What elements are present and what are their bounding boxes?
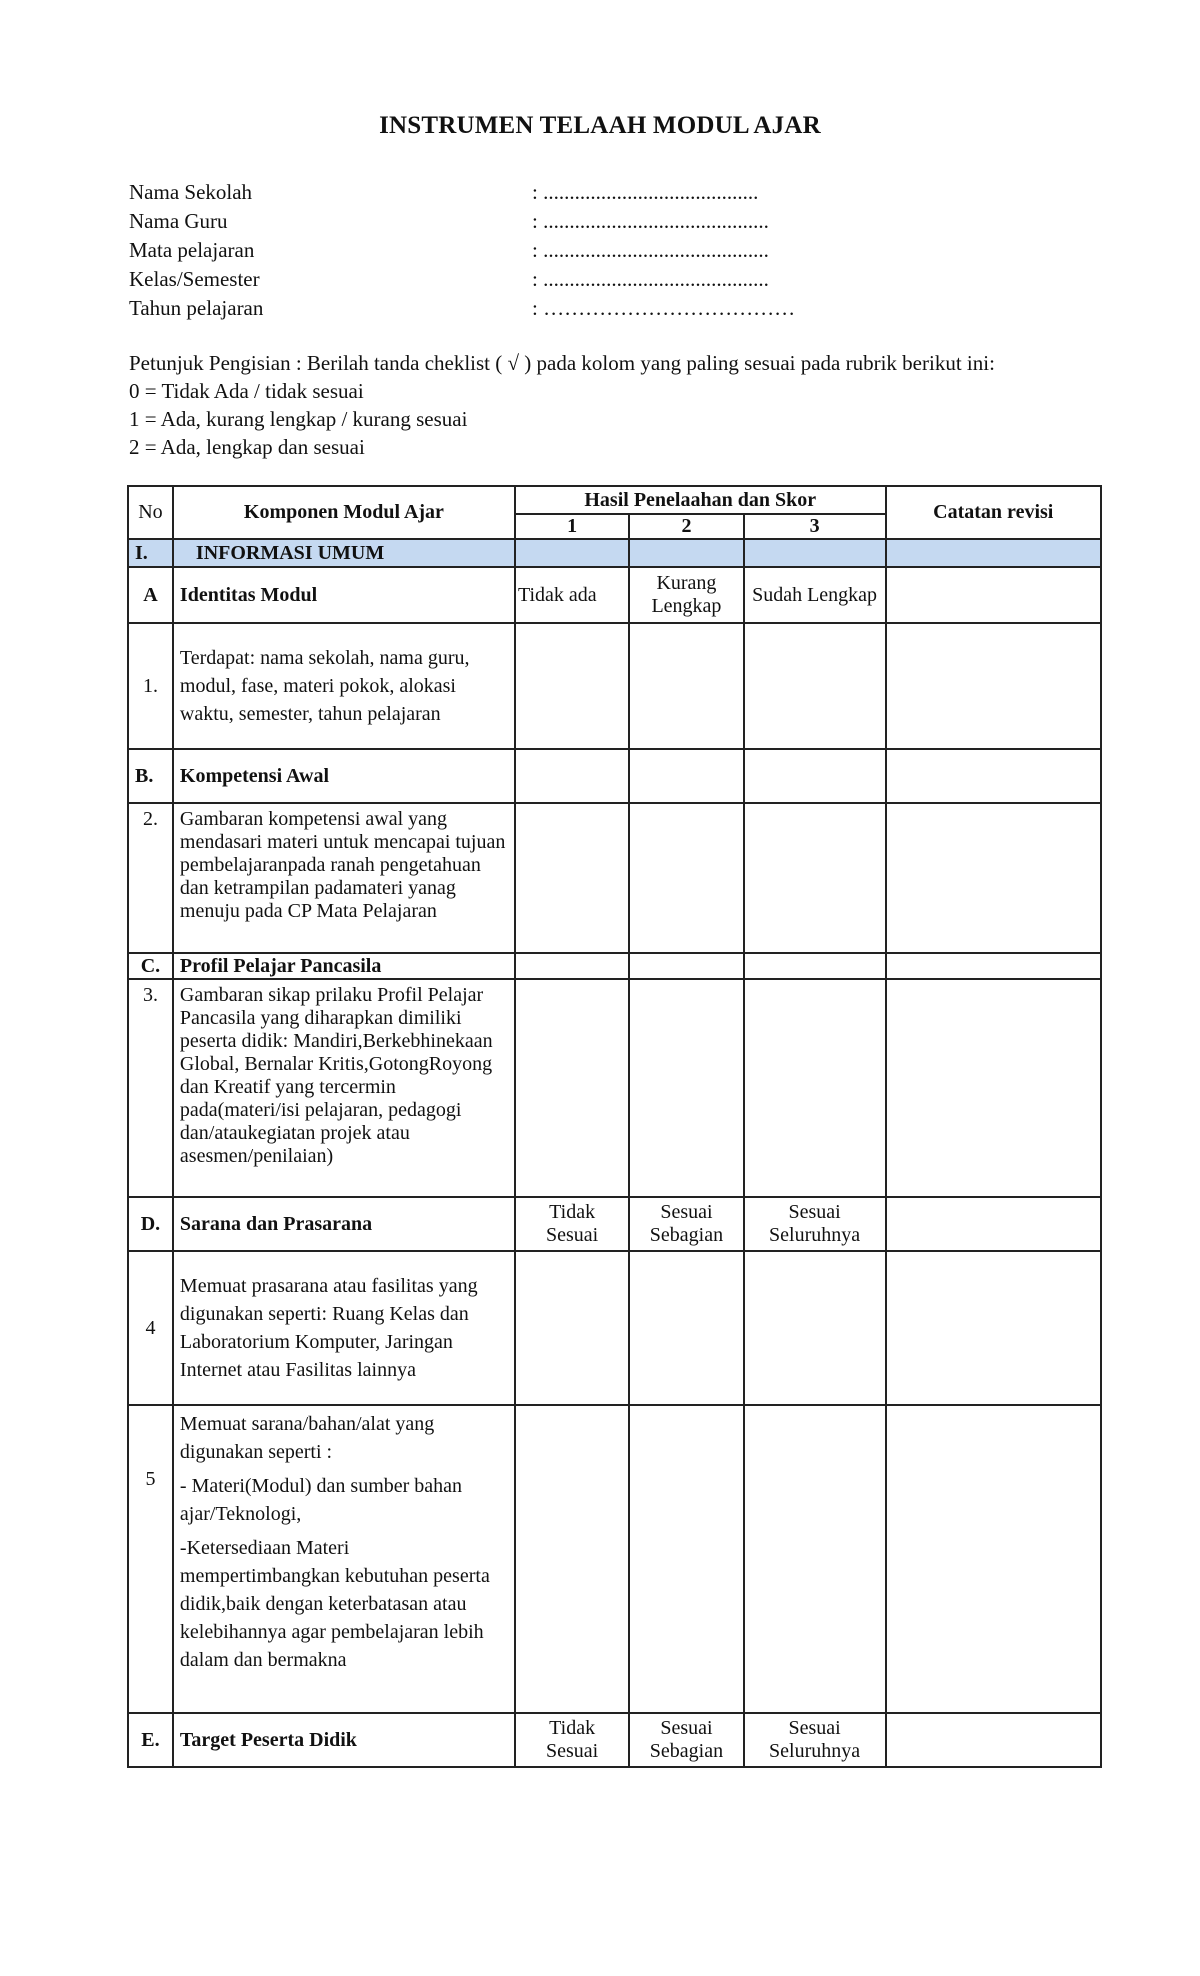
identity-label: Kelas/Semester — [129, 267, 260, 291]
identity-row-year — [129, 294, 829, 323]
group-label: Kompetensi Awal — [173, 749, 515, 803]
group-label: Profil Pelajar Pancasila — [173, 953, 515, 979]
notes-cell[interactable] — [886, 1405, 1101, 1713]
score-cell[interactable] — [515, 749, 629, 803]
instruction-line: Petunjuk Pengisian : Berilah tanda cheklist ( √ ) pada kolom yang paling sesuai pada rubrik berikut ini: — [129, 351, 995, 375]
group-no: A — [128, 567, 173, 623]
score-cell[interactable] — [629, 953, 743, 979]
header-component: Komponen Modul Ajar — [173, 486, 515, 539]
header-notes: Catatan revisi — [886, 486, 1101, 539]
header-score-2: 2 — [629, 514, 743, 539]
item-text: Gambaran sikap prilaku Profil Pelajar Pancasila yang diharapkan dimiliki peserta didik: Mandiri,Berkebhinekaan Global, Bernalar Kritis,GotongRoyong dan Kreatif yang tercermin pada(materi/isi pelajaran, pedagogi dan/ataukegiatan projek atau asesmen/penilaian) — [173, 979, 515, 1197]
notes-cell[interactable] — [886, 1197, 1101, 1251]
score-label: Tidak ada — [515, 567, 629, 623]
item-no: 2. — [128, 803, 173, 953]
group-label: Identitas Modul — [173, 567, 515, 623]
score-cell[interactable] — [629, 749, 743, 803]
section-no: I. — [128, 539, 173, 567]
identity-label: Mata pelajaran — [129, 238, 255, 262]
section-row — [128, 539, 1101, 567]
header-score-1: 1 — [515, 514, 629, 539]
group-label: Sarana dan Prasarana — [173, 1197, 515, 1251]
instructions — [129, 349, 995, 461]
notes-cell[interactable] — [886, 623, 1101, 749]
group-row-e — [128, 1713, 1101, 1767]
group-no: D. — [128, 1197, 173, 1251]
item-no: 1. — [128, 623, 173, 749]
score-cell[interactable] — [744, 803, 886, 953]
score-cell[interactable] — [744, 749, 886, 803]
identity-row-teacher — [129, 207, 829, 236]
score-cell[interactable] — [629, 539, 743, 567]
document-title: INSTRUMEN TELAAH MODUL AJAR — [379, 112, 821, 139]
score-label: Sesuai Sebagian — [629, 1713, 743, 1767]
spacer — [180, 1466, 508, 1472]
group-row-c — [128, 953, 1101, 979]
item-row — [128, 623, 1101, 749]
item-no: 4 — [128, 1251, 173, 1405]
group-no: B. — [128, 749, 173, 803]
score-label: Kurang Lengkap — [629, 567, 743, 623]
score-cell[interactable] — [515, 803, 629, 953]
score-cell[interactable] — [629, 979, 743, 1197]
group-label: Target Peserta Didik — [173, 1713, 515, 1767]
group-row-b — [128, 749, 1101, 803]
score-cell[interactable] — [515, 1251, 629, 1405]
score-cell[interactable] — [629, 1405, 743, 1713]
identity-value: : ........................................... — [532, 267, 769, 291]
identity-row-subject — [129, 236, 829, 265]
section-label: INFORMASI UMUM — [173, 539, 515, 567]
score-cell[interactable] — [629, 623, 743, 749]
notes-cell[interactable] — [886, 953, 1101, 979]
item-text — [173, 1405, 515, 1713]
item-text: Gambaran kompetensi awal yang mendasari materi untuk mencapai tujuan pembelajaranpada ranah pengetahuan dan ketrampilan padamateri yanag menuju pada CP Mata Pelajaran — [173, 803, 515, 953]
score-label: Tidak Sesuai — [515, 1197, 629, 1251]
item-text-part: -Ketersediaan Materi mempertimbangkan kebutuhan peserta didik,baik dengan keterbatasan atau kelebihannya agar pembelajaran lebih dalam dan bermakna — [179, 1537, 490, 1671]
identity-value: : ........................................... — [532, 238, 769, 262]
score-label: Tidak Sesuai — [515, 1713, 629, 1767]
notes-cell[interactable] — [886, 979, 1101, 1197]
item-no: 3. — [128, 979, 173, 1197]
notes-cell[interactable] — [886, 567, 1101, 623]
score-cell[interactable] — [744, 953, 886, 979]
group-no: C. — [128, 953, 173, 979]
score-label: Sesuai Seluruhnya — [744, 1713, 886, 1767]
item-row — [128, 979, 1101, 1197]
score-cell[interactable] — [744, 979, 886, 1197]
identity-label: Nama Sekolah — [129, 180, 253, 204]
score-cell[interactable] — [744, 1251, 886, 1405]
identity-label: Tahun pelajaran — [129, 296, 264, 320]
notes-cell[interactable] — [886, 749, 1101, 803]
scale-item: 0 = Tidak Ada / tidak sesuai — [129, 379, 364, 403]
score-cell[interactable] — [629, 1251, 743, 1405]
identity-row-class — [129, 265, 829, 294]
score-cell[interactable] — [515, 1405, 629, 1713]
item-row — [128, 1405, 1101, 1713]
identity-block — [129, 178, 829, 323]
identity-value: : ......................................... — [532, 180, 759, 204]
identity-value: : ........................................... — [532, 209, 769, 233]
notes-cell[interactable] — [886, 539, 1101, 567]
notes-cell[interactable] — [886, 1713, 1101, 1767]
score-cell[interactable] — [744, 539, 886, 567]
notes-cell[interactable] — [886, 803, 1101, 953]
notes-cell[interactable] — [886, 1251, 1101, 1405]
header-row — [128, 486, 1101, 514]
score-cell[interactable] — [629, 803, 743, 953]
score-cell[interactable] — [515, 539, 629, 567]
identity-value: : ……………………………… — [532, 296, 796, 320]
group-row-d — [128, 1197, 1101, 1251]
group-no: E. — [128, 1713, 173, 1767]
score-label: Sesuai Seluruhnya — [744, 1197, 886, 1251]
score-cell[interactable] — [744, 623, 886, 749]
score-cell[interactable] — [744, 1405, 886, 1713]
score-cell[interactable] — [515, 979, 629, 1197]
header-no: No — [128, 486, 173, 539]
identity-row-school — [129, 178, 829, 207]
group-row-a — [128, 567, 1101, 623]
item-text: Terdapat: nama sekolah, nama guru, modul, fase, materi pokok, alokasi waktu, semester, tahun pelajaran — [173, 623, 515, 749]
identity-label: Nama Guru — [129, 209, 228, 233]
item-no: 5 — [128, 1405, 173, 1713]
item-text-part: - Materi(Modul) dan sumber bahan ajar/Teknologi, — [179, 1475, 463, 1525]
rubric-table — [127, 485, 1102, 1768]
score-label: Sesuai Sebagian — [629, 1197, 743, 1251]
score-cell[interactable] — [515, 953, 629, 979]
score-label: Sudah Lengkap — [744, 567, 886, 623]
spacer — [180, 1528, 508, 1534]
header-result: Hasil Penelaahan dan Skor — [515, 486, 886, 514]
item-text: Memuat prasarana atau fasilitas yang digunakan seperti: Ruang Kelas dan Laboratorium Komputer, Jaringan Internet atau Fasilitas lainnya — [173, 1251, 515, 1405]
header-score-3: 3 — [744, 514, 886, 539]
scale-item: 2 = Ada, lengkap dan sesuai — [129, 435, 365, 459]
item-text-part: Memuat sarana/bahan/alat yang digunakan seperti : — [179, 1413, 435, 1463]
item-row — [128, 803, 1101, 953]
score-cell[interactable] — [515, 623, 629, 749]
item-row — [128, 1251, 1101, 1405]
scale-item: 1 = Ada, kurang lengkap / kurang sesuai — [129, 407, 468, 431]
